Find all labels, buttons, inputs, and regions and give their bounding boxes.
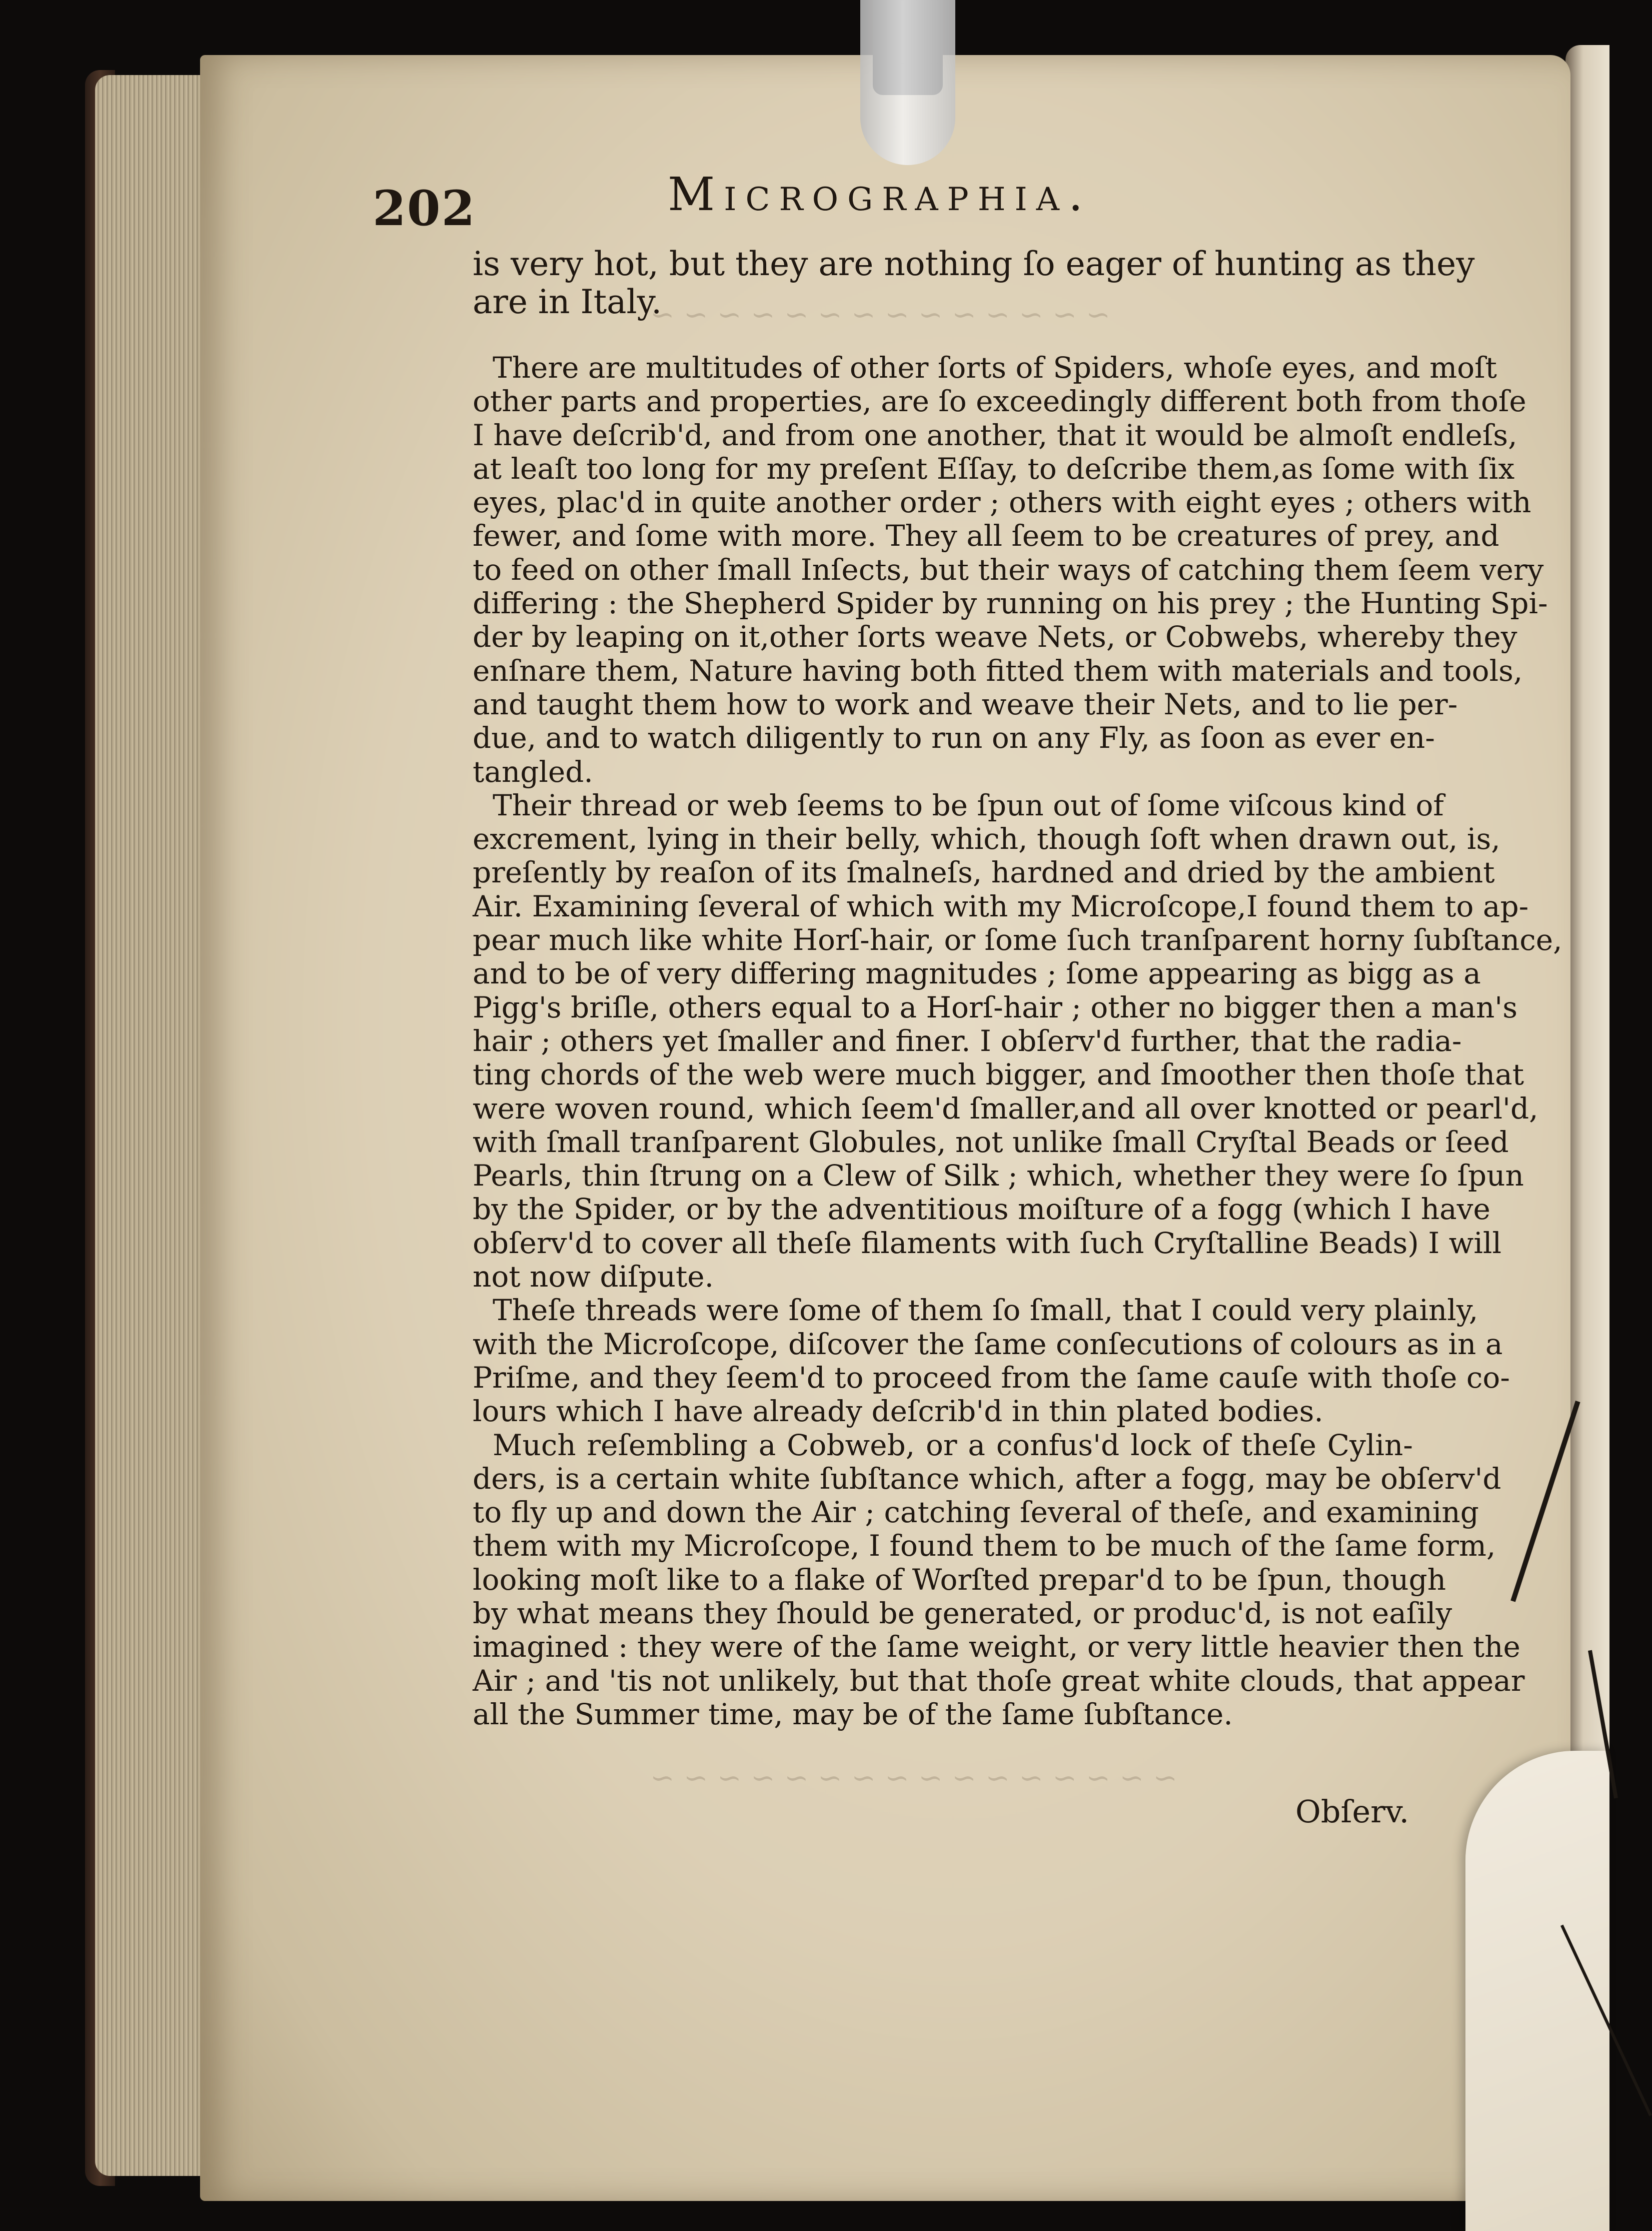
text-line: Priſme, and they ſeem'd to proceed from the ſame cauſe with thoſe co-: [473, 1360, 1510, 1395]
catchword: Obſerv.: [1295, 1793, 1409, 1830]
text-line: is very hot, but they are nothing ſo eager of hunting as they: [473, 245, 1475, 283]
text-line: them with my Microſcope, I found them to be much of the ſame form,: [473, 1529, 1496, 1563]
text-line: lours which I have already deſcrib'd in thin plated bodies.: [473, 1394, 1323, 1429]
text-line: excrement, lying in their belly, which, though ſoft when drawn out, is,: [473, 822, 1500, 856]
text-line: eyes, plac'd in quite another order ; others with eight eyes ; others with: [473, 485, 1531, 520]
text-line: preſently by reaſon of its ſmalneſs, hardned and dried by the ambient: [473, 855, 1495, 890]
page-number: 202: [373, 180, 476, 237]
bleed-through-text: ~ ~ ~ ~ ~ ~ ~ ~ ~ ~ ~ ~ ~ ~ ~ ~: [650, 1761, 1178, 1795]
text-line: to fly up and down the Air ; catching ſeveral of theſe, and examining: [473, 1495, 1479, 1530]
folded-plate: [1465, 1751, 1609, 2231]
text-line: imagined : they were of the ſame weight, or very little heavier then the: [473, 1630, 1520, 1664]
text-line: are in Italy.: [473, 283, 662, 321]
text-line: with ſmall tranſparent Globules, not unlike ſmall Cryſtal Beads or ſeed: [473, 1125, 1509, 1159]
text-line: Air ; and 'tis not unlikely, but that thoſe great white clouds, that appear: [473, 1663, 1525, 1698]
bleed-through-text: ~ ~ ~ ~ ~ ~ ~ ~ ~ ~ ~ ~ ~ ~: [650, 298, 1111, 332]
text-line: ting chords of the web were much bigger, and ſmoother then thoſe that: [473, 1057, 1524, 1092]
text-line: other parts and properties, are ſo exceedingly different both from thoſe: [473, 384, 1526, 419]
text-line: and taught them how to work and weave their Nets, and to lie per-: [473, 687, 1458, 721]
text-line: differing : the Shepherd Spider by running on his prey ; the Hunting Spi-: [473, 586, 1548, 621]
text-line: tangled.: [473, 754, 593, 789]
text-line: enſnare them, Nature having both fitted them with materials and tools,: [473, 653, 1523, 688]
text-line: due, and to watch diligently to run on any Fly, as ſoon as ever en-: [473, 721, 1435, 755]
text-line: There are multitudes of other ſorts of Spiders, whoſe eyes, and moſt: [493, 351, 1497, 385]
text-line: hair ; others yet ſmaller and finer. I obſerv'd further, that the radia-: [473, 1023, 1462, 1058]
text-line: to feed on other ſmall Inſects, but their ways of catching them ſeem very: [473, 552, 1544, 587]
text-line: Pearls, thin ſtrung on a Clew of Silk ; which, whether they were ſo ſpun: [473, 1159, 1524, 1193]
text-line: and to be of very differing magnitudes ; ſome appearing as bigg as a: [473, 956, 1481, 991]
text-line: Air. Examining ſeveral of which with my Microſcope,I found them to ap-: [473, 889, 1529, 923]
text-line: at leaſt too long for my preſent Eſſay, to deſcribe them,as ſome with ſix: [473, 451, 1515, 486]
text-line: were woven round, which ſeem'd ſmaller,and all over knotted or pearl'd,: [473, 1091, 1538, 1126]
text-line: I have deſcrib'd, and from one another, that it would be almoſt endleſs,: [473, 418, 1517, 452]
running-title: Micrographia.: [668, 168, 1092, 221]
text-line: obſerv'd to cover all theſe filaments with ſuch Cryſtalline Beads) I will: [473, 1226, 1501, 1260]
text-line: by what means they ſhould be generated, or produc'd, is not eaſily: [473, 1596, 1452, 1630]
text-line: Much reſembling a Cobweb, or a confus'd lock of theſe Cylin-: [493, 1428, 1413, 1462]
text-line: Pigg's briſle, others equal to a Horſ-hair ; other no bigger then a man's: [473, 990, 1518, 1024]
text-line: by the Spider, or by the adventitious moiſture of a fogg (which I have: [473, 1192, 1490, 1227]
text-line: pear much like white Horſ-hair, or ſome ſuch tranſparent horny ſubſtance,: [473, 923, 1562, 957]
text-line: not now diſpute.: [473, 1260, 714, 1294]
text-line: looking moſt like to a flake of Worſted prepar'd to be ſpun, though: [473, 1562, 1446, 1597]
text-line: all the Summer time, may be of the ſame ſubſtance.: [473, 1697, 1233, 1731]
text-line: der by leaping on it,other ſorts weave Nets, or Cobwebs, whereby they: [473, 620, 1517, 654]
page-block-edges: [95, 75, 210, 2176]
text-line: with the Microſcope, diſcover the ſame conſecutions of colours as in a: [473, 1327, 1503, 1361]
text-line: ders, is a certain white ſubſtance which, after a fogg, may be obſerv'd: [473, 1461, 1501, 1496]
text-line: Theſe threads were ſome of them ſo ſmall, that I could very plainly,: [493, 1293, 1478, 1328]
text-line: fewer, and ſome with more. They all ſeem to be creatures of prey, and: [473, 519, 1499, 553]
page-body: [473, 245, 1562, 1731]
text-line: Their thread or web ſeems to be ſpun out of ſome viſcous kind of: [493, 788, 1444, 822]
paragraph-gap: [473, 321, 1413, 351]
book-clip: [860, 0, 955, 165]
